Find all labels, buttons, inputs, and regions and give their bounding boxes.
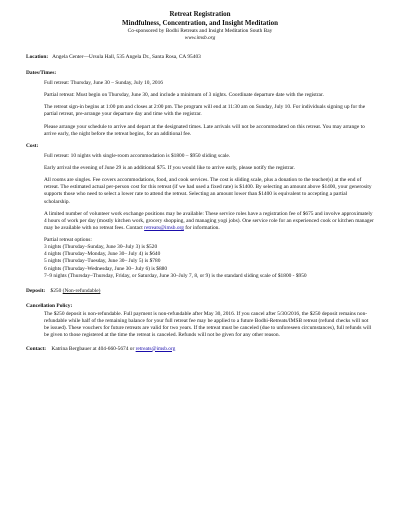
deposit-label: Deposit: <box>26 287 46 294</box>
cost-section <box>26 143 374 280</box>
partial-options-title: Partial retreat options: <box>44 237 92 243</box>
cosponsor-line: Co-sponsored by Bodhi Retreats and Insight Meditation South Bay <box>127 27 273 34</box>
page-title: Retreat Registration <box>169 10 231 18</box>
retreats-email-link[interactable]: retreats@imsb.org <box>144 224 184 231</box>
location-section <box>26 54 374 61</box>
dates-paragraph-2: Partial retreat: Must begin on Thursday, June 30, and include a minimum of 3 nights. Coordinate departure date with the registrar. <box>44 92 324 99</box>
location-text: Angela Center—Ursula Hall, 535 Angela Dr., Santa Rosa, CA 95403 <box>52 53 201 60</box>
deposit-amount: $250 <box>50 287 62 294</box>
location-label: Location: <box>26 53 49 60</box>
cost-paragraph-3: All rooms are singles. Fee covers accommodations, food, and cook services. The cost is sliding scale, plus a donation to the teacher(s) at the end of retreat. The estimated actual per-person cost for this retreat (if we had used a fixed rate) is $1400. By selecting an amount above $1400, your generosity supports those who need to select a lower rate to attend the retreat. Selecting an amount lower than $1400 is equivalent to accepting a partial scholarship. <box>44 177 372 205</box>
deposit-note: (Non-refundable) <box>62 287 101 294</box>
contact-label: Contact: <box>26 345 47 352</box>
dates-paragraph-4: Please arrange your schedule to arrive and depart at the designated times. Late arrivals will not be accommodated on this retreat. You may arrange to arrive early, the night before the retreat begins, for an additional fee. <box>44 123 365 137</box>
page-subtitle: Mindfulness, Concentration, and Insight Meditation <box>122 18 278 27</box>
work-exchange-tail: for information. <box>185 224 220 231</box>
deposit-section <box>26 288 374 295</box>
dates-section <box>26 70 374 138</box>
cost-label: Cost: <box>26 142 39 149</box>
list-item: 5 nights (Thursday–Tuesday, June 30– July 5) is $780 <box>44 258 161 265</box>
list-item: 6 nights (Thursday–Wednesday, June 30– July 6) is $880 <box>44 265 168 272</box>
dates-paragraph-3: The retreat sign-in begins at 1:00 pm and closes at 2:00 pm. The program will end at 11:30 am on Sunday, July 10. For individuals signing up for the partial retreat, pre-arrange your departure day and time with the registrar. <box>44 104 366 118</box>
list-item: 3 nights (Thursday–Sunday, June 30–July 3) is $520 <box>44 244 158 251</box>
contact-text: Katrina Bergbauer at 404-660-5674 or <box>51 345 135 352</box>
cancellation-section <box>26 303 374 340</box>
website-line: www.imsb.org <box>184 34 216 41</box>
list-item: 4 nights (Thursday–Monday, June 30– July 4) is $640 <box>44 251 161 258</box>
work-exchange-text: A limited number of volunteer work exchange positions may be available: These service roles have a registration fee of $675 and involve approximately 4 hours of work per day (mostly kitchen work, grocery shopping, and managing yogi jobs). One service role for an experienced cook or kitchen manager may be available with no retreat fees. Contact <box>44 210 374 231</box>
cost-paragraph-1: Full retreat: 10 nights with single-room accommodation is $1800 – $950 sliding scale. <box>44 152 231 159</box>
cancellation-text: The $250 deposit is non-refundable. Full payment is non-refundable after May 30, 2016. If you cancel after 5/30/2016, the $250 deposit remains non-refundable while half of the remaining balance for your full retreat fee may be applied to a future Bodhi-Retreats/IMSB retreat (refund checks will not be issued). These vouchers for future retreats are valid for two years. If the retreat must be canceled (due to unforeseen circumstances), full refunds will be given to those registered at the time the retreat is canceled. Refunds will not be given for any other reason. <box>44 311 372 339</box>
cancellation-label: Cancellation Policy: <box>26 302 73 309</box>
document-header <box>26 10 374 42</box>
contact-email-link[interactable]: retreats@imsb.org <box>135 345 176 352</box>
list-item: 7–9 nights (Thursday–Thursday, Friday, or Saturday, June 30–July 7, 8, or 9) is the standard sliding scale of $1800 - $950 <box>44 272 307 279</box>
partial-options-list <box>44 237 374 280</box>
contact-section <box>26 346 374 353</box>
dates-label: Dates/Times: <box>26 69 57 76</box>
cost-paragraph-2: Early arrival the evening of June 29 is an additional $75. If you would like to arrive early, please notify the registrar. <box>44 165 295 171</box>
cost-paragraph-4 <box>44 211 374 232</box>
dates-paragraph-1: Full retreat: Thursday, June 30 – Sunday, July 10, 2016 <box>44 80 163 86</box>
